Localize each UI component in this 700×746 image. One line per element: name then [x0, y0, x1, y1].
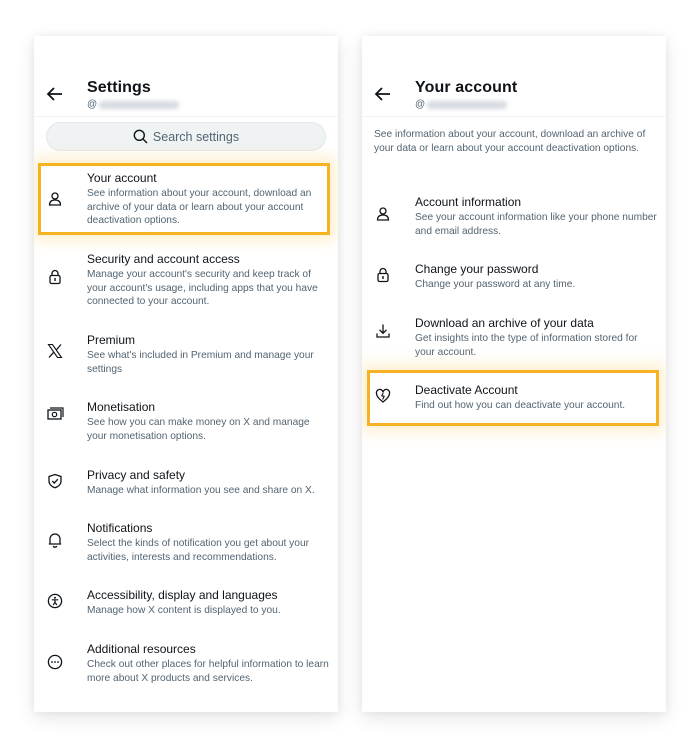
- back-arrow-icon[interactable]: [374, 86, 392, 102]
- item-label: Your account: [87, 171, 157, 185]
- more-circle-icon: [47, 654, 63, 670]
- username-handle: @: [87, 99, 179, 110]
- search-settings-input[interactable]: [46, 122, 326, 151]
- username-handle: @: [415, 99, 507, 110]
- item-description: Find out how you can deactivate your account.: [415, 400, 626, 411]
- blurred-username: [427, 101, 507, 109]
- settings-item-accessibility[interactable]: [34, 588, 338, 618]
- settings-item-your-account[interactable]: [34, 171, 338, 231]
- download-icon: [375, 323, 391, 339]
- back-arrow-icon[interactable]: [46, 86, 64, 102]
- item-description: Select the kinds of notification you get about your activities, interests and recommendations.: [87, 538, 310, 563]
- your-account-panel: [362, 36, 666, 712]
- shield-check-icon: [47, 473, 63, 489]
- item-label: Security and account access: [87, 252, 240, 266]
- person-icon: [375, 206, 391, 222]
- account-item-change-password[interactable]: [362, 262, 666, 292]
- blurred-username: [99, 101, 179, 109]
- your-account-header: [362, 36, 666, 117]
- item-label: Accessibility, display and languages: [87, 588, 278, 602]
- settings-item-privacy[interactable]: [34, 468, 338, 498]
- item-description: See information about your account, download an archive of your data or learn about your account deactivation options.: [87, 188, 312, 227]
- settings-panel: [34, 36, 338, 712]
- settings-item-premium[interactable]: [34, 333, 338, 377]
- item-label: Monetisation: [87, 400, 156, 414]
- settings-item-notifications[interactable]: [34, 521, 338, 565]
- account-item-download-archive[interactable]: [362, 316, 666, 360]
- item-description: Get insights into the type of information stored for your account.: [415, 333, 638, 358]
- page-title: Settings: [87, 79, 151, 96]
- item-label: Premium: [87, 333, 136, 347]
- item-description: See how you can make money on X and manage your monetisation options.: [87, 417, 310, 442]
- settings-item-monetisation[interactable]: [34, 400, 338, 444]
- bell-icon: [47, 532, 63, 548]
- lock-icon: [47, 269, 63, 285]
- item-description: See what's included in Premium and manage your settings: [87, 350, 314, 375]
- item-label: Account information: [415, 195, 522, 209]
- item-description: Manage your account's security and keep track of your account's usage, including apps that you have connected to your account.: [87, 269, 318, 308]
- x-logo-icon: [47, 343, 63, 359]
- accessibility-icon: [47, 593, 63, 609]
- search-icon: [133, 129, 148, 144]
- settings-item-security[interactable]: [34, 252, 338, 310]
- settings-item-additional-resources[interactable]: [34, 642, 338, 686]
- account-item-deactivate[interactable]: [362, 383, 666, 413]
- search-placeholder: Search settings: [152, 129, 240, 144]
- item-description: See your account information like your phone number and email address.: [415, 212, 657, 237]
- item-description: Manage how X content is displayed to you.: [87, 605, 281, 616]
- item-description: Check out other places for helpful information to learn more about X products and services.: [87, 659, 329, 684]
- money-icon: [47, 406, 64, 422]
- intro-text: See information about your account, download an archive of your data or learn about your account deactivation options.: [374, 129, 646, 154]
- account-item-information[interactable]: [362, 195, 666, 239]
- settings-header: [34, 36, 338, 117]
- person-icon: [47, 191, 63, 207]
- lock-icon: [375, 267, 391, 283]
- item-label: Deactivate Account: [415, 383, 518, 397]
- item-description: Change your password at any time.: [415, 279, 576, 290]
- item-description: Manage what information you see and share on X.: [87, 485, 315, 496]
- broken-heart-icon: [375, 388, 391, 404]
- item-label: Change your password: [415, 262, 539, 276]
- item-label: Additional resources: [87, 642, 196, 656]
- page-title: Your account: [415, 79, 518, 96]
- item-label: Privacy and safety: [87, 468, 186, 482]
- item-label: Download an archive of your data: [415, 316, 594, 330]
- item-label: Notifications: [87, 521, 153, 535]
